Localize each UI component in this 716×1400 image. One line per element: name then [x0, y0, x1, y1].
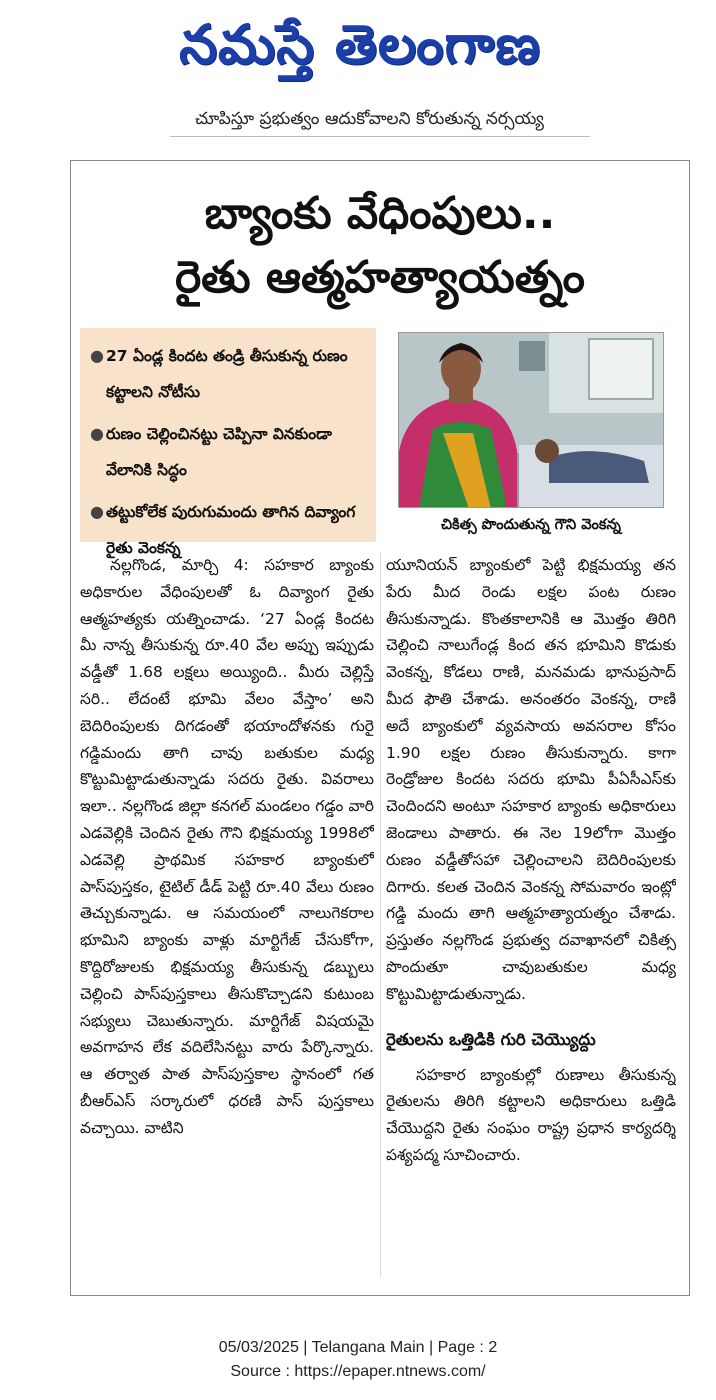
article-headline	[90, 182, 670, 310]
newspaper-masthead: నమస్తే తెలంగాణ	[179, 13, 541, 76]
bullet-icon: ●	[90, 502, 104, 521]
body-paragraph: సహకార బ్యాంకుల్లో రుణాలు తీసుకున్న రైతులను తిరిగి కట్టాలని అధికారులు ఒత్తిడి చేయొద్దని రైతు సంఘం రాష్ట్ర ప్రధాన కార్యదర్శి పశ్యపద్మ సూచించారు.	[386, 1065, 676, 1164]
highlight-text: 27 ఏండ్ల కిందట తండ్రి తీసుకున్న రుణం కట్టాలని నోటీసు	[106, 347, 348, 401]
highlight-item	[90, 416, 368, 488]
headline-line-2: రైతు ఆత్మహత్యాయత్నం	[175, 252, 585, 303]
highlight-text: రుణం చెల్లించినట్టు చెప్పినా వినకుండా వేలానికి సిద్ధం	[106, 425, 332, 479]
body-paragraph: యూనియన్ బ్యాంకులో పెట్టి భిక్షమయ్య తన పేరు మీద రెండు లక్షల పంట రుణం తీసుకున్నాడు. కొంతకాలానికి ఆ మొత్తం తిరిగి చెల్లించి నాలుగేండ్ల కింద తన భూమిని కొడుకు వెంకన్న, కోడలు రాణి, మనమడు భానుప్రసాద్ మీద ఫౌతి చేశాడు. అనంతరం వెంకన్న, రాణి అదే బ్యాంకులో వ్యవసాయ అవసరాల కోసం 1.90 లక్షల రుణం తీసుకున్నారు. కాగా రెండ్రోజుల కిందట సదరు భూమి పీఏసీఎస్‌కు చెందిందని అంటూ సహకార బ్యాంకు అధికారులు జెండాలు పాతారు. ఈ నెల 19లోగా మొత్తం రుణం వడ్డీతోసహా చెల్లించాలని బెదిరింపులకు దిగారు. కలత చెందిన వెంకన్న సోమవారం ఇంట్లో గడ్డి మందు తాగి ఆత్మహత్యాయత్నం చేశాడు. ప్రస్తుతం నల్లగొండ ప్రభుత్వ దవాఖానలో చికిత్స పొందుతూ చావుబతుకుల మధ్య కొట్టుమిట్టాడుతున్నాడు.	[386, 556, 676, 1003]
edition-info: 05/03/2025 | Telangana Main | Page : 2	[218, 1339, 498, 1356]
news-photo	[398, 332, 664, 508]
article-body-left-column	[80, 552, 374, 1282]
highlight-text: తట్టుకోలేక పురుగుమందు తాగిన దివ్యాంగ రైతు వెంకన్న	[106, 503, 356, 557]
headline-line-1: బ్యాంకు వేధింపులు..	[204, 188, 556, 239]
kicker-line: చూపిస్తూ ప్రభుత్వం ఆదుకోవాలని కోరుతున్న నర్సయ్య	[195, 109, 544, 129]
bullet-icon: ●	[90, 346, 104, 365]
source-link: Source : https://epaper.ntnews.com/	[230, 1363, 486, 1380]
page-footer	[0, 1336, 716, 1384]
column-divider	[380, 552, 381, 1277]
body-paragraph: నల్లగొండ, మార్చి 4: సహకార బ్యాంకు అధికారుల వేధింపులతో ఓ దివ్యాంగ రైతు ఆత్మహత్యకు యత్నించాడు. ‘27 ఏండ్ల కిందట మీ నాన్న తీసుకున్న రూ.40 వేల అప్పు ఇప్పుడు వడ్డీతో 1.68 లక్షలు అయ్యింది.. మీరు చెల్లిస్తే సరి.. లేదంటే భూమి వేలం వేస్తాం’ అని బెదిరింపులకు దిగడంతో భయాందోళనకు గురై గడ్డిమందు తాగి చావు బతుకుల మధ్య కొట్టుమిట్టాడుతున్నాడు సదరు రైతు. వివరాలు ఇలా.. నల్లగొండ జిల్లా కనగల్ మండలం గడ్డం వారి ఎడవెల్లికి చెందిన రైతు గౌని భిక్షమయ్య 1998లో ఎడవెల్లి ప్రాథమిక సహకార బ్యాంకులో పాస్‌పుస్తకం, టైటిల్ డీడ్ పెట్టి రూ.40 వేలు రుణం తెచ్చుకున్నాడు. ఆ సమయంలో నాలుగెకరాల భూమిని బ్యాంకు వాళ్లు మార్టిగేజ్ చేసుకోగా, కొద్దిరోజులకు భిక్షమయ్య తీసుకున్న డబ్బులు చెల్లించి పాస్‌పుస్తకాలు తీసుకొచ్చాడని కుటుంబ సభ్యులు చెబుతున్నారు. మార్టిగేజ్ విషయమై అవగాహన లేక వదిలేసినట్టు వారు పేర్కొన్నారు. ఆ తర్వాత పాత పాస్‌పుస్తకాల స్థానంలో గత బీఆర్‌ఎస్ సర్కారులో ధరణి పాస్ పుస్తకాలు వచ్చాయి. వాటిని	[80, 556, 374, 1137]
photo-caption: చికిత్స పొందుతున్న గౌని వెంకన్న	[441, 517, 621, 533]
highlight-item	[90, 338, 368, 410]
hospital-scene-illustration	[399, 333, 664, 508]
article-body-right-column	[386, 552, 676, 1292]
article-subheading: రైతులను ఒత్తిడికి గురి చెయ్యొద్దు	[386, 1029, 596, 1049]
bullet-icon: ●	[90, 424, 104, 443]
kicker-divider	[170, 136, 590, 137]
highlights-box	[80, 328, 376, 557]
